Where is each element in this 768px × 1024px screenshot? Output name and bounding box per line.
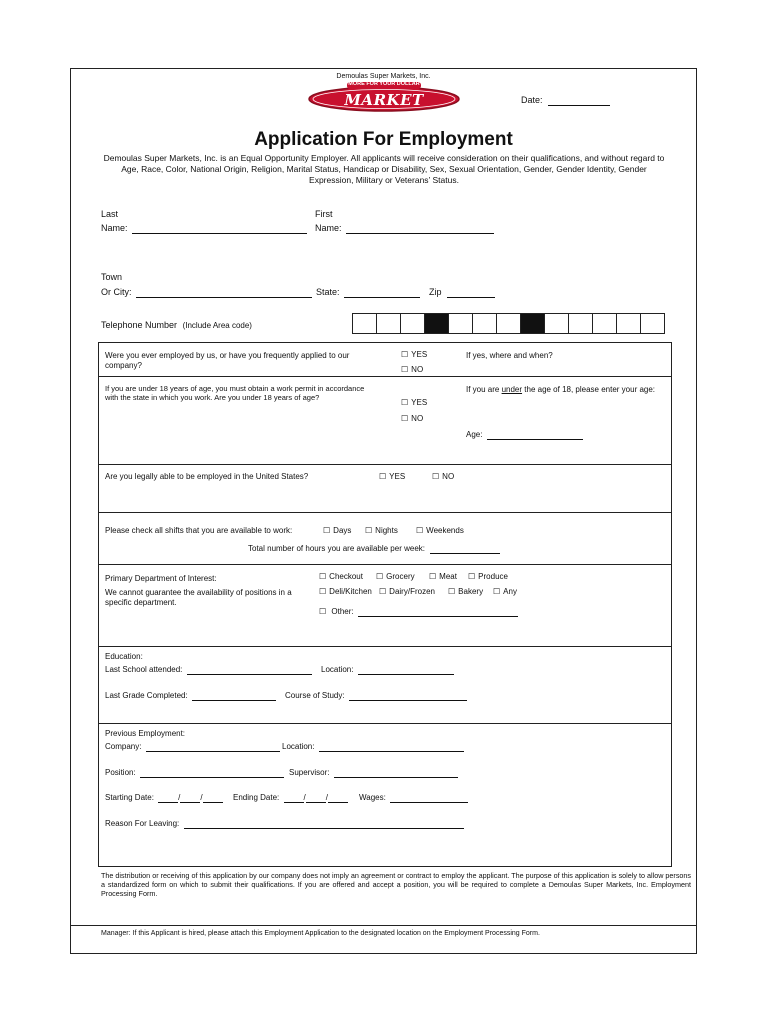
education-heading: Education:: [105, 652, 143, 661]
dept-any-checkbox[interactable]: ☐ Any: [493, 587, 517, 597]
date-field[interactable]: [521, 95, 610, 106]
first-name-field[interactable]: [315, 223, 494, 234]
telephone-digit-box[interactable]: [520, 313, 545, 334]
legal-question: Are you legally able to be employed in the United States?: [105, 472, 309, 481]
department-label: Primary Department of Interest:: [105, 574, 217, 583]
position-field[interactable]: Position:: [105, 768, 284, 778]
under18-no-label: NO: [411, 414, 424, 423]
dept-bakery-checkbox[interactable]: ☐ Bakery: [448, 587, 483, 597]
telephone-digit-box[interactable]: [448, 313, 473, 334]
telephone-digit-box[interactable]: [376, 313, 401, 334]
legal-yes-checkbox[interactable]: [379, 472, 405, 482]
dept-checkout-checkbox[interactable]: ☐ Checkout: [319, 572, 363, 582]
employed-yes-label: YES: [411, 350, 428, 359]
employment-heading: Previous Employment:: [105, 729, 186, 738]
employed-no-label: NO: [411, 365, 424, 374]
telephone-digit-box[interactable]: [592, 313, 617, 334]
city-field[interactable]: [101, 287, 312, 298]
employed-yes-checkbox[interactable]: [401, 350, 427, 360]
dept-produce-checkbox[interactable]: ☐ Produce: [468, 572, 508, 582]
first-name-label-top: First: [315, 209, 333, 219]
company-field[interactable]: Company:: [105, 742, 280, 752]
telephone-digit-box[interactable]: [496, 313, 521, 334]
reason-field[interactable]: Reason For Leaving:: [105, 819, 464, 829]
telephone-digit-box[interactable]: [544, 313, 569, 334]
legal-yes-label: YES: [389, 472, 406, 481]
wages-field[interactable]: Wages:: [359, 793, 468, 803]
dept-grocery-checkbox[interactable]: ☐ Grocery: [376, 572, 415, 582]
state-label: State:: [316, 287, 340, 297]
manager-divider: [71, 925, 696, 926]
dept-deli-checkbox[interactable]: ☐ Deli/Kitchen: [319, 587, 372, 597]
zip-field[interactable]: [429, 287, 495, 298]
shift-days-checkbox[interactable]: ☐ Days: [323, 526, 351, 536]
shift-nights-checkbox[interactable]: ☐ Nights: [365, 526, 398, 536]
age-label: Age:: [466, 430, 483, 439]
employed-question: Were you ever employed by us, or have you frequently applied to our company?: [105, 351, 350, 370]
shift-weekends-checkbox[interactable]: ☐ Weekends: [416, 526, 464, 536]
market-basket-logo: [307, 81, 461, 127]
telephone-digit-box[interactable]: [472, 313, 497, 334]
telephone-label: Telephone Number: [101, 320, 178, 330]
dept-other-checkbox[interactable]: ☐ Other:: [319, 607, 518, 617]
dept-dairy-checkbox[interactable]: ☐ Dairy/Frozen: [379, 587, 435, 597]
under18-yes-label: YES: [411, 398, 428, 407]
under18-followup: If you are under the age of 18, please enter your age:: [466, 385, 656, 394]
age-field[interactable]: [466, 430, 583, 440]
school-location-field[interactable]: Location:: [321, 665, 454, 675]
town-label: Town: [101, 272, 123, 282]
zip-label: Zip: [429, 287, 442, 297]
manager-note: Manager: If this Applicant is hired, please attach this Employment Application to the designated location on the Employment Processing Form.: [101, 930, 540, 937]
school-field[interactable]: Last School attended:: [105, 665, 312, 675]
ending-date-field[interactable]: Ending Date: / /: [233, 793, 348, 803]
employed-no-checkbox[interactable]: [401, 365, 423, 375]
city-label: Or City:: [101, 287, 132, 297]
telephone-digit-box[interactable]: [568, 313, 593, 334]
application-page: [70, 68, 697, 954]
logo-tagline: "MORE FOR YOUR DOLLAR": [345, 81, 423, 87]
grade-field[interactable]: Last Grade Completed:: [105, 691, 276, 701]
dept-meat-checkbox[interactable]: ☐ Meat: [429, 572, 457, 582]
telephone-digit-box[interactable]: [352, 313, 377, 334]
employed-followup: If yes, where and when?: [466, 351, 553, 360]
department-note: We cannot guarantee the availability of positions in a specific department.: [105, 588, 292, 607]
hours-field[interactable]: [248, 544, 500, 554]
legal-no-label: NO: [442, 472, 455, 481]
under18-question: If you are under 18 years of age, you must obtain a work permit in accordance with the state in which you work. Are you under 18 years of age?: [105, 384, 365, 402]
disclaimer: The distribution or receiving of this application by our company does not imply an agreement or contract to employ the applicant. The purpose of this application is solely to allow persons a standardized form on which to submit their qualifications. If you are offered and accept a position, you will be required to complete a Demoulas Super Markets, Inc. Employment Processing Form.: [101, 871, 691, 898]
shifts-question: Please check all shifts that you are available to work:: [105, 526, 293, 535]
under18-no-checkbox[interactable]: [401, 414, 423, 424]
first-name-label: Name:: [315, 223, 342, 233]
hours-label: Total number of hours you are available per week:: [248, 544, 425, 553]
telephone-digit-box[interactable]: [424, 313, 449, 334]
telephone-sub: (Include Area code): [182, 321, 252, 330]
last-name-field[interactable]: [101, 223, 307, 234]
telephone-label-group: [101, 320, 252, 331]
logo-wordmark: MARKET BASKET: [344, 91, 424, 127]
telephone-digit-box[interactable]: [400, 313, 425, 334]
last-name-label: Name:: [101, 223, 128, 233]
company-location-field[interactable]: Location:: [282, 742, 464, 752]
telephone-digit-box[interactable]: [616, 313, 641, 334]
telephone-digit-boxes[interactable]: [353, 313, 665, 334]
eoe-statement: Demoulas Super Markets, Inc. is an Equal Opportunity Employer. All applicants will receive consideration on their qualifications, and without regard to Age, Race, Color, National Origin, Religion, Marital Status, Handicap or Disability, Sex, Sexual Orientation, Gender, Gender Identity, Gender Expression, Military or Veterans’ Status.: [103, 153, 665, 185]
legal-no-checkbox[interactable]: [432, 472, 454, 482]
company-line: Demoulas Super Markets, Inc.: [336, 73, 431, 80]
page-title: Application For Employment: [254, 129, 513, 150]
last-name-label-top: Last: [101, 209, 119, 219]
starting-date-field[interactable]: Starting Date: / /: [105, 793, 223, 803]
supervisor-field[interactable]: Supervisor:: [289, 768, 458, 778]
under18-yes-checkbox[interactable]: [401, 398, 427, 408]
state-field[interactable]: [316, 287, 420, 298]
telephone-digit-box[interactable]: [640, 313, 665, 334]
date-label: Date:: [521, 95, 543, 105]
course-field[interactable]: Course of Study:: [285, 691, 467, 701]
